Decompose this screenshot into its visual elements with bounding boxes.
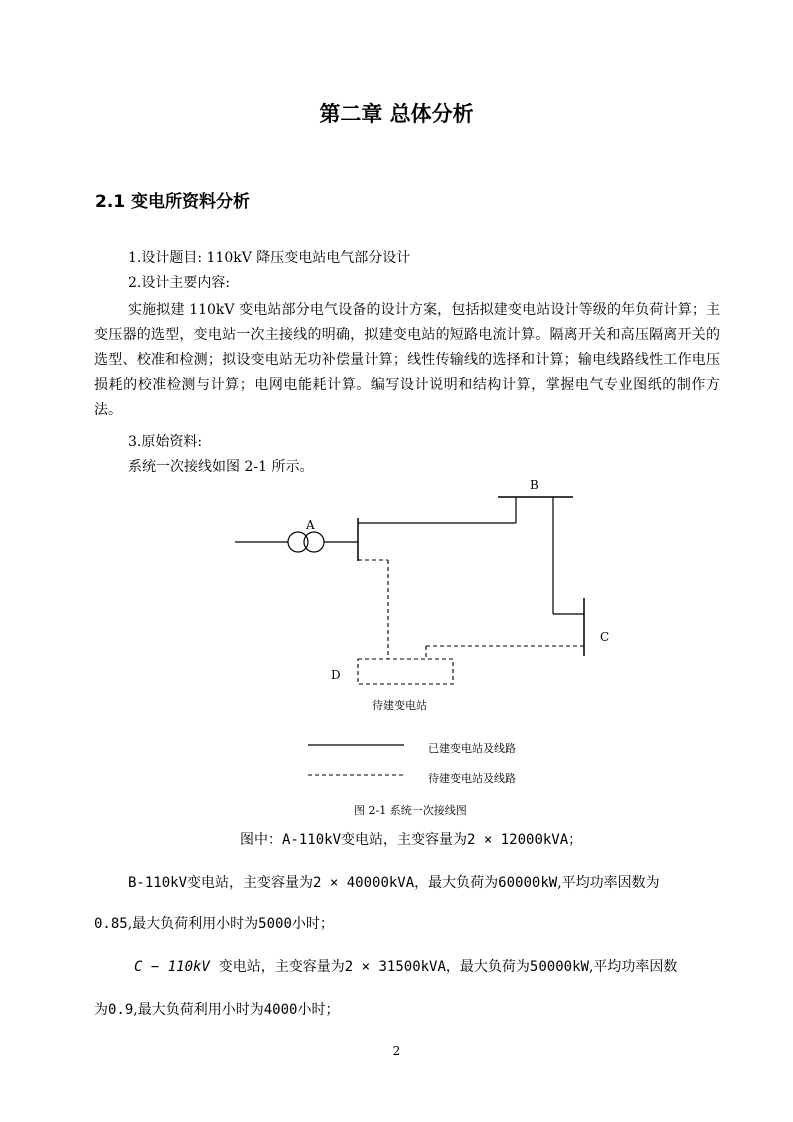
station-a-line: [240, 828, 582, 853]
station-c-text3: ,平均功率因数: [588, 959, 678, 975]
station-c-power-factor: 0.9: [108, 1002, 134, 1018]
station-b-text4: ,最大负荷利用小时为: [127, 916, 259, 932]
label-b: B: [530, 478, 539, 492]
station-c-text2: ，最大负荷为: [445, 959, 530, 975]
station-b-line: [128, 871, 660, 896]
chapter-title: 第二章 总体分析: [319, 102, 474, 126]
station-c-line: [134, 955, 677, 980]
station-a-prefix: 图中：: [240, 832, 282, 848]
station-a-text: 变电站，主变容量为: [341, 832, 468, 848]
legend-dashed-label: 待建变电站及线路: [428, 772, 516, 785]
station-c-hours: 4000: [263, 1002, 298, 1018]
station-b-text2: ，最大负荷为: [414, 875, 499, 891]
station-c-text5: 小时；: [297, 1002, 340, 1018]
station-b-hours: 5000: [258, 916, 292, 932]
label-c: C: [600, 630, 610, 644]
section-title: 2.1 变电所资料分析: [95, 192, 251, 212]
planned-substation-d: [358, 659, 453, 684]
item-main-content: 2.设计主要内容:: [128, 275, 231, 291]
station-b-name: B-110kV: [128, 875, 188, 891]
station-b-text3: ,平均功率因数为: [557, 875, 660, 891]
legend-solid-label: 已建变电站及线路: [428, 742, 516, 755]
station-b-capacity: 2 × 40000kVA: [313, 875, 415, 891]
transformer-winding-2: [304, 532, 324, 552]
planned-substation-caption: 待建变电站: [372, 699, 427, 712]
label-a: A: [306, 518, 315, 532]
label-d: D: [331, 668, 341, 682]
station-c-name: C − 110kV: [134, 959, 210, 975]
figure-caption: 图 2-1 系统一次接线图: [354, 804, 467, 817]
main-content-paragraph: 实施拟建 110kV 变电站部分电气设备的设计方案，包括拟建变电站设计等级的年负荷计算；主变压器的选型，变电站一次主接线的明确，拟建变电站的短路电流计算。隔离开关和高压隔离开关的选型、校准和检测；拟设变电站无功补偿量计算；线性传输线的选择和计算；输电线路线性工作电压损耗的校准检测与计算；电网电能耗计算。编写设计说明和结构计算，掌握电气专业图纸的制作方法。: [94, 302, 720, 418]
station-b-text1: 变电站，主变容量为: [187, 875, 314, 891]
station-c-text1: 变电站，主变容量为: [218, 959, 345, 975]
station-b-load: 60000kW: [498, 875, 558, 891]
station-a-capacity: 2 × 12000kVA；: [467, 832, 583, 848]
transformer-winding-1: [288, 532, 308, 552]
station-b-text5: 小时；: [291, 916, 334, 932]
station-c-capacity: 2 × 31500kVA: [344, 959, 446, 975]
page-number: 2: [392, 1044, 401, 1058]
station-c-line-2: [94, 998, 339, 1023]
station-c-text4: ,最大负荷利用小时为: [133, 1002, 264, 1018]
station-c-load: 50000kW: [529, 959, 589, 975]
diagram-intro: 系统一次接线如图 2-1 所示。: [128, 459, 314, 475]
item-design-topic: 1.设计题目: 110kV 降压变电站电气部分设计: [128, 250, 411, 266]
station-c-text0: 为: [94, 1002, 108, 1018]
station-b-line-2: [94, 912, 334, 937]
item-raw-data: 3.原始资料:: [128, 434, 203, 450]
station-b-power-factor: 0.85: [94, 916, 128, 932]
station-a-name: A-110kV: [282, 832, 342, 848]
